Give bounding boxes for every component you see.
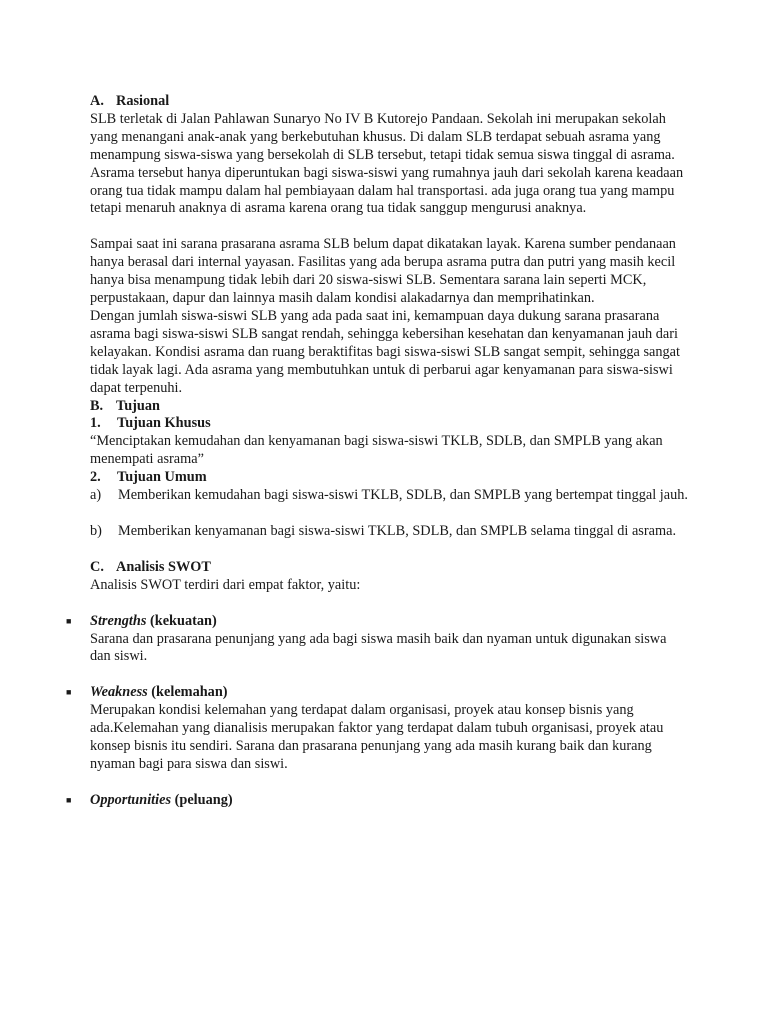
section-c-heading: [90, 559, 690, 577]
strengths-heading: [90, 613, 690, 631]
section-a-paragraph-1: SLB terletak di Jalan Pahlawan Sunaryo No IV B Kutorejo Pandaan. Sekolah ini merupakan sekolah yang menangani anak-anak yang berkebutuhan khusus. Di dalam SLB terdapat sebuah asrama yang menampung siswa-siswa yang bersekolah di SLB tersebut, tetapi tidak semua siswa tinggal di asrama. Asrama tersebut hanya diperuntukan bagi siswa-siswi yang rumahnya jauh dari sekolah karena keadaan orang tua tidak mampu dalam hal pembiayaan dalam hal transportasi. ada juga orang tua yang mampu tetapi menaruh anaknya di asrama karena orang tua tidak sanggup mengurusi anaknya.: [90, 110, 684, 217]
swot-weakness: [66, 684, 690, 774]
bullet-square-icon: ■: [66, 687, 72, 698]
swot-intro: Analisis SWOT terdiri dari empat faktor, yaitu:: [90, 576, 361, 593]
item-a-text: Memberikan kemudahan bagi siswa-siswi TKLB, SDLB, dan SMPLB yang bertempat tinggal jauh.: [118, 487, 688, 504]
bullet-square-icon: ■: [66, 615, 72, 626]
spacer: [90, 505, 690, 523]
opportunities-heading: [90, 792, 690, 810]
strengths-text: Sarana dan prasarana penunjang yang ada bagi siswa masih baik dan nyaman untuk digunakan siswa dan siswi.: [90, 630, 667, 665]
swot-opportunities: [66, 791, 690, 810]
spacer: [90, 541, 690, 559]
tujuan-umum-item-b: [90, 523, 690, 541]
bullet-square-icon: ■: [66, 794, 72, 805]
section-b-title: Tujuan: [116, 397, 160, 414]
weakness-heading: [90, 684, 690, 702]
section-c-number: C.: [90, 558, 104, 575]
section-a-paragraph-2: Sampai saat ini sarana prasarana asrama SLB belum dapat dikatakan layak. Karena sumber pendanaan hanya berasal dari internal yayasan. Fasilitas yang ada berupa asrama putra dan putri yang masih kecil hanya bisa menampung tidak lebih dari 20 siswa-siswi SLB. Sementara sarana lain seperti MCK, perpustakaan, dapur dan lainnya masih dalam kondisi alakadarnya dan memprihatinkan.: [90, 236, 676, 307]
tujuan-umum-title: Tujuan Umum: [117, 469, 207, 486]
section-b-number: B.: [90, 397, 104, 414]
spacer: [90, 595, 690, 613]
weakness-text: Merupakan kondisi kelemahan yang terdapat dalam organisasi, proyek atau konsep bisnis yang ada.Kelemahan yang dianalisis merupakan faktor yang terdapat dalam tubuh organisasi, proyek atau konsep bisnis itu sendiri. Sarana dan prasarana penunjang yang ada masih kurang baik dan kurang nyaman bagi para siswa dan siswi.: [90, 702, 664, 772]
spacer: [90, 774, 690, 792]
swot-strengths: [66, 612, 690, 667]
section-a-heading: [90, 93, 690, 111]
strengths-term: Strengths: [90, 612, 147, 629]
weakness-label: (kelemahan): [151, 684, 228, 701]
section-a-title: Rasional: [116, 93, 170, 109]
weakness-term: Weakness: [90, 684, 148, 701]
spacer: [90, 666, 690, 684]
spacer: [90, 218, 690, 236]
item-a-marker: a): [90, 487, 102, 504]
tujuan-khusus-text: “Menciptakan kemudahan dan kenyamanan bagi siswa-siswi TKLB, SDLB, dan SMPLB yang akan menempati asrama”: [90, 433, 663, 468]
opportunities-term: Opportunities: [90, 791, 172, 808]
item-b-text: Memberikan kenyamanan bagi siswa-siswi TKLB, SDLB, dan SMPLB selama tinggal di asrama.: [118, 522, 677, 539]
section-b-heading: [90, 398, 690, 416]
document-body: [66, 93, 690, 810]
tujuan-khusus-number: 1.: [90, 415, 101, 432]
section-a-number: A.: [90, 93, 104, 109]
strengths-label: (kekuatan): [150, 612, 217, 629]
tujuan-umum-heading: [90, 469, 690, 487]
tujuan-umum-number: 2.: [90, 469, 101, 486]
item-b-marker: b): [90, 522, 102, 539]
opportunities-label: (peluang): [174, 791, 233, 808]
tujuan-khusus-heading: [90, 415, 690, 433]
tujuan-khusus-title: Tujuan Khusus: [117, 415, 211, 432]
section-c-title: Analisis SWOT: [116, 558, 211, 575]
tujuan-umum-item-a: [90, 487, 690, 505]
section-a-paragraph-3: Dengan jumlah siswa-siswi SLB yang ada pada saat ini, kemampuan daya dukung sarana prasarana asrama bagi siswa-siswi SLB sangat rendah, sehingga kebersihan kesehatan dan kenyamanan jauh dari kelayakan. Kondisi asrama dan ruang beraktifitas bagi siswa-siswi SLB sangat sempit, sehingga sangat tidak layak lagi. Ada asrama yang membutuhkan untuk di perbarui agar kenyamanan para siswa-siswi dapat terpenuhi.: [90, 307, 681, 396]
